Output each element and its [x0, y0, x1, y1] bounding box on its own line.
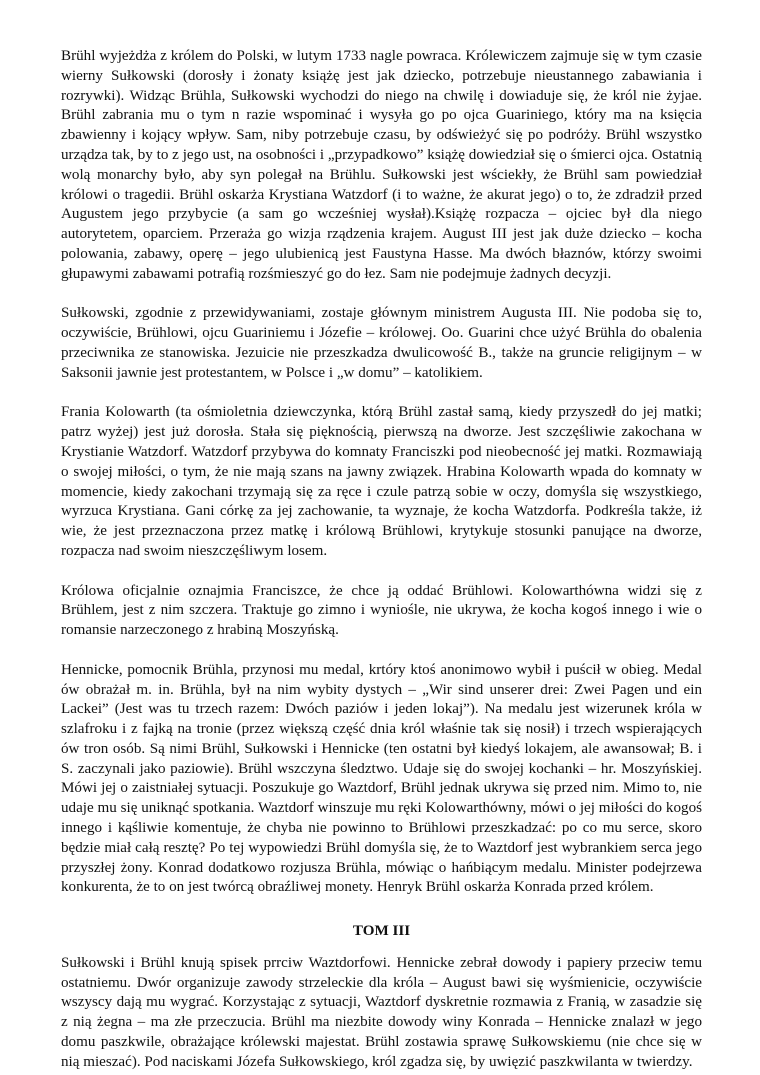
paragraph-hennicke-medal: Hennicke, pomocnik Brühla, przynosi mu medal, krtóry ktoś anonimowo wybił i puścił w obieg. Medal ów obrażał m. in. Brühla, był na nim wybity dystych – „Wir sind unserer drei: Zwei Pagen und ein Lackei” (Jest was tu trzech razem: Dwóch paziów i jeden lokaj”). Na medalu jest wizerunek króla w szlafroku i z fajką na tronie (przez większą część dnia król właśnie tak się nosił) i trzech wspierających ów tron osób. Są nimi Brühl, Sułkowski i Hennicke (ten ostatni był kiedyś lokajem, ale awansował; B. i S. zaczynali jako paziowie). Brühl wszczyna śledztwo. Udaje się do swojej kochanki – hr. Moszyńskiej. Mówi jej o zaistniałej sytuacji. Poszukuje go Waztdorf, Brühl jednak ukrywa się przed nim. Mimo to, nie udaje mu się uniknąć spotkania. Waztdorf winszuje mu ręki Kolowarthówny, mówi o jej miłości do kogoś innego i kąśliwie komentuje, że chyba nie powinno to Brühlowi przeszkadzać: po co mu serce, skoro będzie miał całą resztę? Po tej wypowiedzi Brühl domyśla się, że to Waztdorf jest wybrankiem serca jego przyszłej żony. Konrad dodatkowo rozjusza Brühla, mówiąc o hańbiącym medalu. Minister podejrzewa konkurenta, że to on jest twórcą obraźliwej monety. Henryk Brühl oskarża Konrada przed królem. [61, 661, 702, 896]
paragraph-frania-kolowarth: Frania Kolowarth (ta ośmioletnia dziewczynka, którą Brühl zastał samą, kiedy przyszedł do jej matki; patrz wyżej) jest już dorosła. Stała się pięknością, pierwszą na dworze. Jest szczęśliwie zakochana w Krystianie Watzdorf. Watzdorf przybywa do komnaty Franciszki pod nieobecność jej matki. Rozmawiają o swojej miłości, o tym, że nie mają szans na jawny związek. Hrabina Kolowarth wpada do komnaty w momencie, kiedy zakochani trzymają się za ręce i czule patrzą sobie w oczy, domyśla się wszystkiego, wyrzuca Krystiana. Gani córkę za jej zachowanie, ta wyznaje, że kocha Watzdorfa. Podkreśla także, iż wie, że jest przeznaczona przez matkę i królową Brühlowi, krytykuje stosunki panujące na dworze, rozpacza nad swoim nieszczęśliwym losem. [61, 404, 702, 559]
section-heading-tom-iii: TOM III [352, 923, 411, 940]
paragraph-queen-announcement: Królowa oficjalnie oznajmia Franciszce, że chce ją oddać Brühlowi. Kolowarthówna widzi się z Brühlem, jest z nim szczera. Traktuje go zimno i wyniośle, nie ukrywa, że kocha kogoś innego i wie o romansie narzeczonego z hrabiną Moszyńską. [61, 582, 702, 639]
paragraph-conspiracy: Sułkowski i Brühl knują spisek prrciw Waztdorfowi. Hennicke zebrał dowody i papiery przeciw temu ostatniemu. Dwór organizuje zawody strzeleckie dla króla – August bawi się wyśmienicie, oczywiście wszyscy dają mu wygrać. Korzystając z sytuacji, Waztdorf dyskretnie rozmawia z Franią, w zasadzie się z nią żegna – ma złe przeczucia. Brühl ma niezbite dowody winy Konrada – Hennicke znalazł w jego domu paszkwile, obrażające królewski majestat. Brühl zostawia sprawę Sułkowskiemu (nie chce się w nią mieszać). Pod naciskami Józefa Sułkowskiego, król zgadza się, by uwięzić paszkwilanta w twierdzy. [61, 954, 702, 1070]
paragraph-bruhl-return: Brühl wyjeżdża z królem do Polski, w lutym 1733 nagle powraca. Królewiczem zajmuje się w tym czasie wierny Sułkowski (dorosły i żonaty książę jest jak dziecko, potrzebuje nieustannego zabawiania i rozrywki). Widząc Brühla, Sułkowski wychodzi do niego na chwilę i dowiaduje się, że król nie żyjae. Brühl zabrania mu o tym n razie wspominać i wysyła go po ojca Guariniego, który ma na księcia zbawienny i kojący wpływ. Sam, niby potrzebuje czasu, by odświeżyć się po podróży. Brühl wszystko urządza tak, by to z jego ust, na osobności i „przypadkowo” książę dowiedział się o śmierci ojca. Ostatnią wolą monarchy było, aby syn polegał na Brühlu. Sułkowski jest wściekły, że Brühl sam powiedział królowi o tragedii. Brühl oskarża Krystiana Watzdorf (i to ważne, że akurat jego) o to, że zdradził przed Augustem jego przybycie (a sam go wcześniej wysłał).Książę rozpacza – ojciec był dla niego autorytetem, oparciem. Przeraża go wizja rządzenia krajem. August III jest jak duże dziecko – kocha polowania, zabawy, operę – jego ulubienicą jest Faustyna Hasse. Ma dwóch błaznów, którzy swoimi głupawymi zabawami potrafią rozśmieszyć go do łez. Sam nie podejmuje żadnych decyzji. [61, 48, 702, 282]
paragraph-sulkowski-minister: Sułkowski, zgodnie z przewidywaniami, zostaje głównym ministrem Augusta III. Nie podoba się to, oczywiście, Brühlowi, ojcu Guariniemu i Józefie – królowej. Oo. Guarini chce użyć Brühla do obalenia przeciwnika ze stanowiska. Jezuicie nie przeszkadza dwulicowość B., także na gruncie religijnym – w Saksonii jawnie jest protestantem, w Polsce i „w domu” – katolikiem. [61, 305, 702, 381]
document-page [61, 47, 702, 1073]
